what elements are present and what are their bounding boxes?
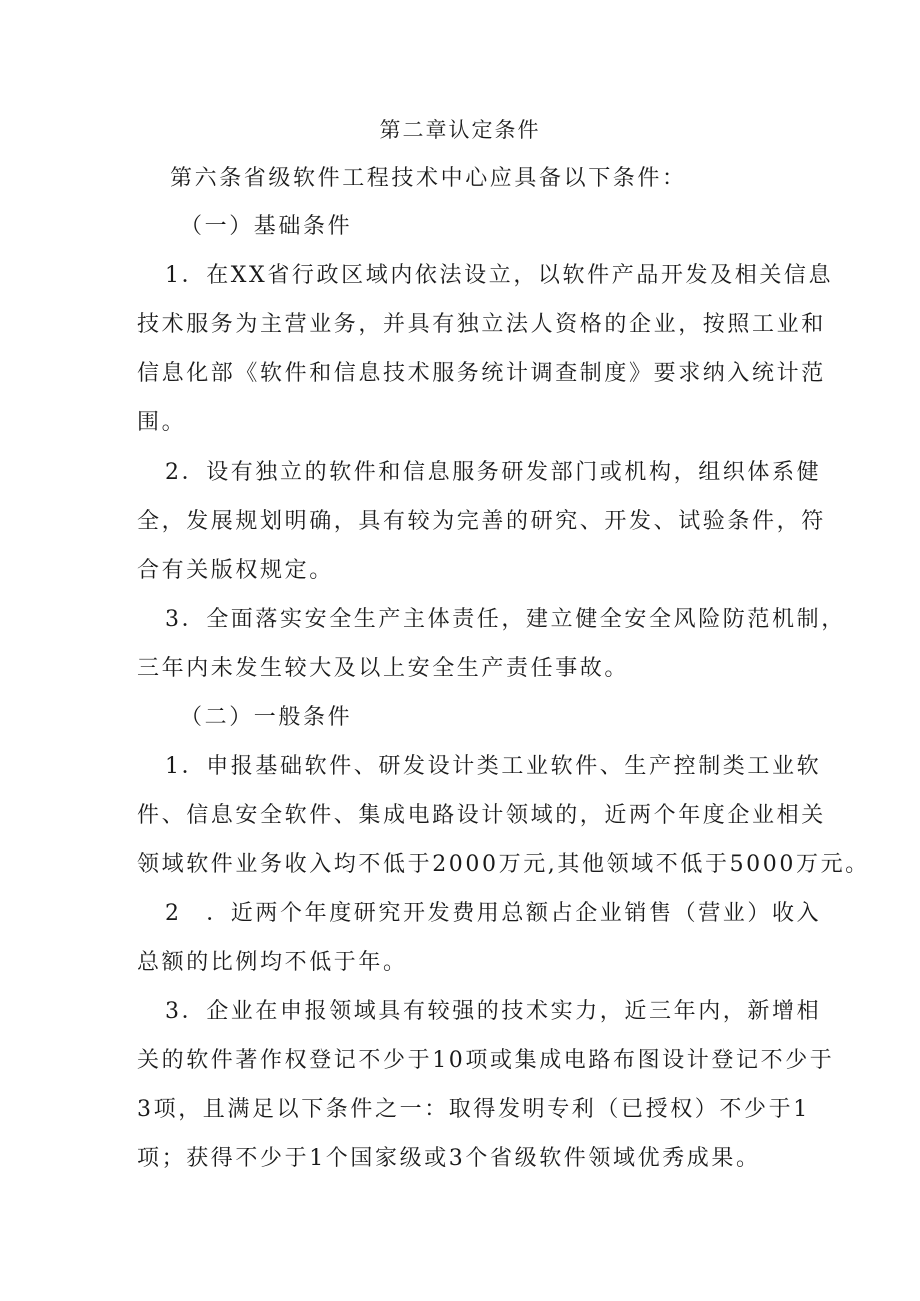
basic-item-1-line-1: 1．在XX省行政区域内依法设立，以软件产品开发及相关信息: [165, 263, 834, 288]
general-item-3-line-3: 3项，且满足以下条件之一：取得发明专利（已授权）不少于1: [137, 1097, 810, 1122]
general-item-3-line-4: 项；获得不少于1个国家级或3个省级软件领域优秀成果。: [137, 1146, 761, 1171]
basic-item-1-line-3: 信息化部《软件和信息技术服务统计调查制度》要求纳入统计范: [137, 361, 826, 386]
basic-item-3-line-1: 3．全面落实安全生产主体责任，建立健全安全风险防范机制，: [165, 607, 846, 632]
general-item-1-line-3: 领域软件业务收入均不低于2000万元,其他领域不低于5000万元。: [137, 852, 870, 877]
general-item-1-line-2: 件、信息安全软件、集成电路设计领域的，近两个年度企业相关: [137, 803, 826, 828]
basic-item-1-line-4: 围。: [137, 410, 187, 435]
general-item-2-line-2: 总额的比例均不低于年。: [137, 950, 408, 975]
basic-item-3-line-2: 三年内未发生较大及以上安全生产责任事故。: [137, 656, 630, 681]
article-heading: 第六条省级软件工程技术中心应具备以下条件：: [170, 166, 687, 191]
general-item-3-line-1: 3．企业在申报领域具有较强的技术实力，近三年内，新增相: [165, 999, 822, 1024]
section-heading-basic: （一）基础条件: [180, 214, 353, 239]
basic-item-2-line-1: 2．设有独立的软件和信息服务研发部门或机构，组织体系健: [165, 460, 822, 485]
chapter-title: 第二章认定条件: [379, 118, 541, 142]
general-item-2-line-1: 2 ．近两个年度研究开发费用总额占企业销售（营业）收入: [165, 901, 822, 926]
basic-item-2-line-2: 全，发展规划明确，具有较为完善的研究、开发、试验条件，符: [137, 509, 826, 534]
general-item-3-line-2: 关的软件著作权登记不少于10项或集成电路布图设计登记不少于: [137, 1048, 835, 1073]
general-item-1-line-1: 1．申报基础软件、研发设计类工业软件、生产控制类工业软: [165, 754, 822, 779]
basic-item-1-line-2: 技术服务为主营业务，并具有独立法人资格的企业，按照工业和: [137, 312, 826, 337]
basic-item-2-line-3: 合有关版权规定。: [137, 558, 334, 583]
section-heading-general: （二）一般条件: [180, 705, 353, 730]
